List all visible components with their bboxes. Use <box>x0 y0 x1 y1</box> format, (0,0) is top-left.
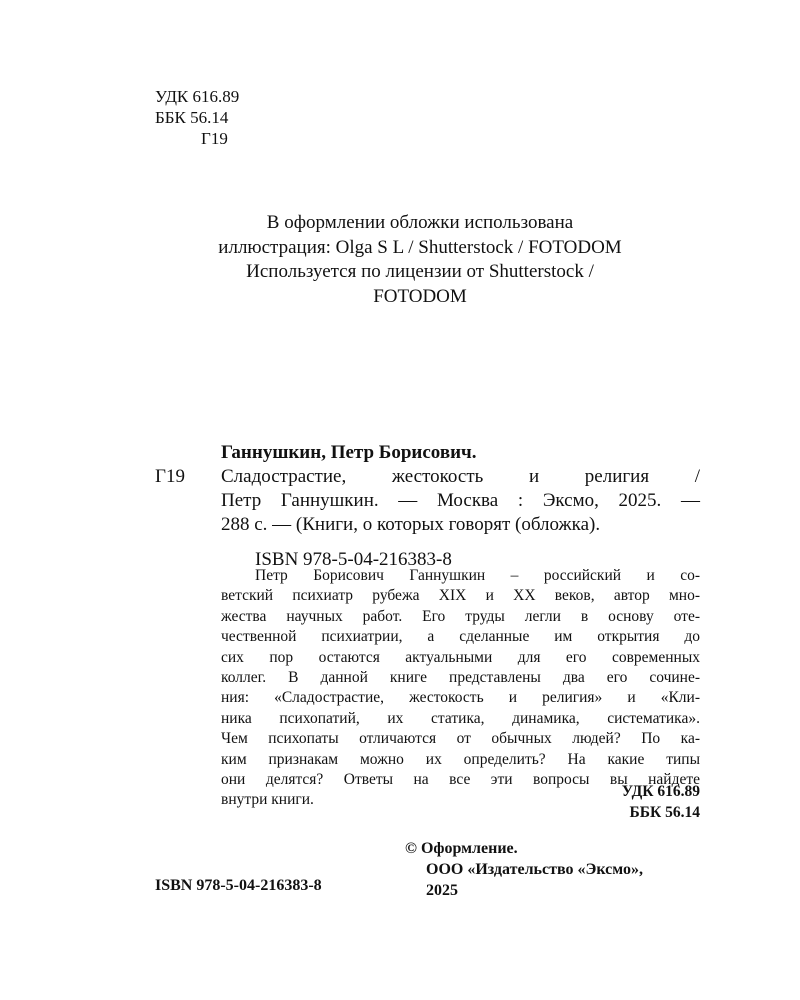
annotation-line: Чем психопаты отличаются от обычных людей? По ка- <box>221 730 700 748</box>
cover-note-line: FOTODOM <box>373 285 467 307</box>
bbk-code: ББК 56.14 <box>155 108 229 127</box>
author-mark: Г19 <box>201 129 228 148</box>
copyright-line: ООО «Издательство «Эксмо», <box>426 861 643 878</box>
annotation-line: они делятся? Ответы на все эти вопросы вы найдете <box>221 771 700 789</box>
isbn-footer: ISBN 978-5-04-216383-8 <box>155 877 322 894</box>
cover-note-line: Используется по лицензии от Shutterstock / <box>246 261 594 282</box>
annotation-line: сих пор остаются актуальными для его современных <box>221 648 700 666</box>
annotation-line: ния: «Сладострастие, жестокость и религия» и «Кли- <box>221 689 700 707</box>
description-line: 288 с. — (Книги, о которых говорят (обложка). <box>221 514 601 535</box>
bottom-classification-codes <box>560 782 700 823</box>
cover-note-line: В оформлении обложки использована <box>266 212 574 233</box>
cover-illustration-note <box>140 211 700 309</box>
copyright-notice <box>405 838 643 901</box>
annotation-line: ника психопатий, их статика, динамика, систематика». <box>221 709 700 727</box>
cover-note-line: иллюстрация: Olga S L / Shutterstock / FOTODOM <box>218 236 622 258</box>
copyright-line: 2025 <box>426 882 458 899</box>
top-classification-codes <box>155 86 239 149</box>
shelf-mark: Г19 <box>155 466 185 487</box>
description-line: Петр Ганнушкин. — Москва : Эксмо, 2025. — <box>221 490 700 511</box>
copyright-line: © Оформление. <box>405 840 518 857</box>
annotation-line: чественной психиатрии, а сделанные им открытия до <box>221 628 700 646</box>
udk-code: УДК 616.89 <box>621 783 700 800</box>
record-isbn: ISBN 978-5-04-216383-8 <box>255 549 452 570</box>
annotation-line: внутри книги. <box>221 791 314 809</box>
bibliographic-record <box>155 441 700 572</box>
annotation-line: Петр Борисович Ганнушкин – российский и со- <box>255 567 700 584</box>
description-line: Сладострастие, жестокость и религия / <box>221 466 700 487</box>
bibliographic-description <box>221 465 700 537</box>
annotation-line: коллег. В данной книге представлены два его сочине- <box>221 669 700 687</box>
annotation-line: жества научных работ. Его труды легли в основу оте- <box>221 607 700 625</box>
author-heading: Ганнушкин, Петр Борисович. <box>221 442 477 463</box>
annotation <box>221 566 700 811</box>
annotation-line: ветский психиатр рубежа XIX и XX веков, автор мно- <box>221 587 700 605</box>
udk-code: УДК 616.89 <box>155 87 240 106</box>
bbk-code: ББК 56.14 <box>629 803 700 821</box>
annotation-line: ким признакам можно их определить? На какие типы <box>221 750 700 768</box>
